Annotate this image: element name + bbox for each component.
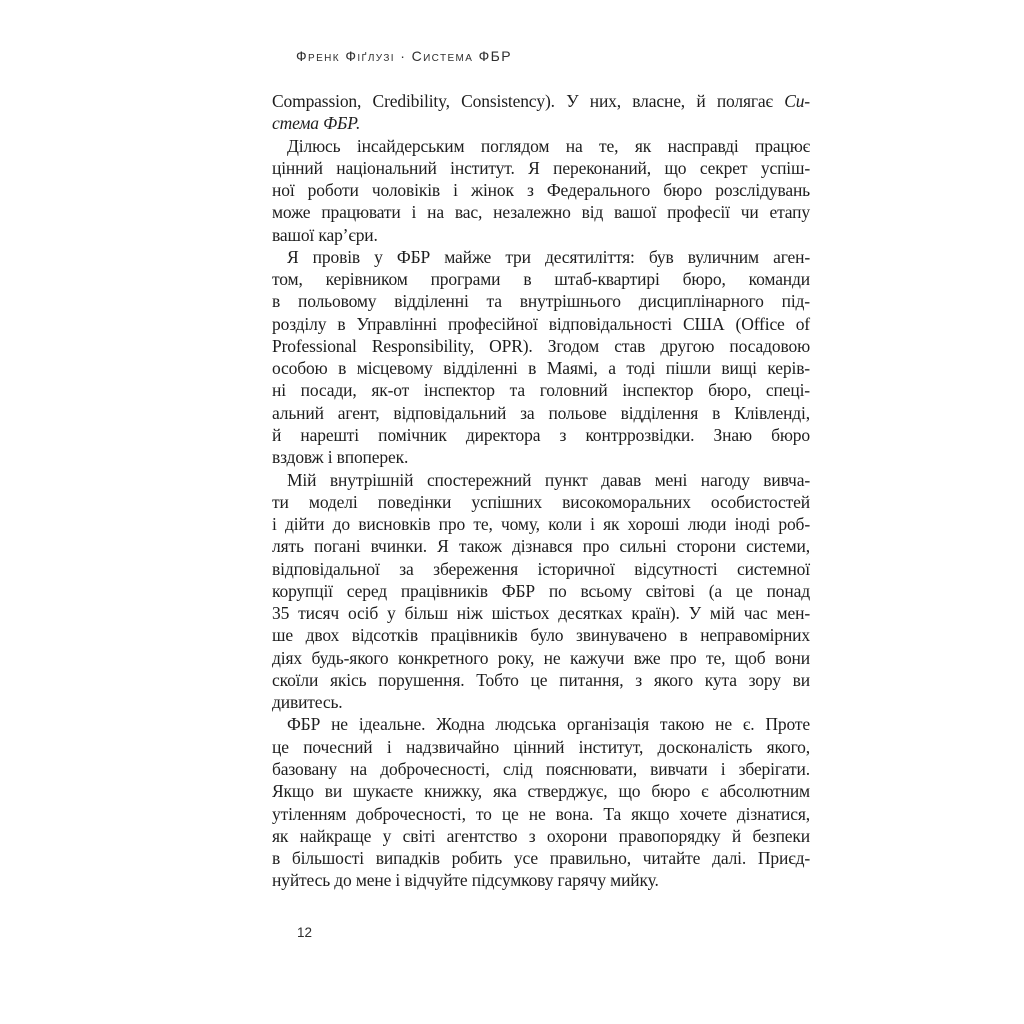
paragraph [272,469,810,714]
text-line [272,402,810,424]
text-segment: Я провів у ФБР майже три десятиліття: був вуличним аген- [287,246,810,267]
text-line [272,780,810,802]
text-segment: це почесний і надзвичайно цінний інститут, досконалість якого, [272,736,810,757]
text-segment: в польовому відділенні та внутрішнього дисциплінарного під- [272,291,810,312]
text-segment: базовану на доброчесності, слід пояснювати, вивчати і зберігати. [272,758,810,779]
text-segment: ні посади, як-от інспектор та головний інспектор бюро, спеці- [272,380,810,401]
text-line [272,179,810,201]
text-line [272,112,810,134]
paragraph [272,713,810,891]
text-segment: том, керівником програми в штаб-квартирі бюро, команди [272,269,810,290]
text-segment: ше двох відсотків працівників було звинувачено в неправомірних [272,625,810,646]
text-segment: в більшості випадків робить усе правильно, читайте далі. Приєд- [272,848,810,869]
text-line [272,713,810,735]
text-segment: як найкраще у світі агентство з охорони правопорядку й безпеки [272,825,810,846]
text-line [272,379,810,401]
text-segment: корупції серед працівників ФБР по всьому світові (а це понад [272,580,810,601]
text-segment: вздовж і впоперек. [272,447,409,468]
paragraph [272,135,810,246]
text-segment: лять погані вчинки. Я також дізнався про сильні сторони системи, [272,536,810,557]
book-title-emphasis: Си- [784,91,810,111]
text-line [272,335,810,357]
text-line [272,513,810,535]
text-segment: нуйтесь до мене і відчуйте підсумкову гарячу мийку. [272,870,659,891]
text-segment: вашої кар’єри. [272,224,378,245]
text-segment: цінний національний інститут. Я переконаний, що секрет успіш- [272,157,810,178]
text-line [272,313,810,335]
text-line [272,357,810,379]
text-line [272,825,810,847]
text-segment: розділу в Управлінні професійної відповідальності США (Office of [272,313,810,334]
text-segment: утіленням доброчесності, то це не вона. Та якщо хочете дізнатися, [272,803,810,824]
text-line [272,602,810,624]
text-line [272,469,810,491]
text-segment: відповідальної за збереження історичної відсутності системної [272,558,810,579]
text-line [272,268,810,290]
running-header: Френк Фіґлузі · Система ФБР [296,48,513,64]
text-line [272,246,810,268]
text-line [272,669,810,691]
text-line [272,90,810,112]
text-line [272,446,810,468]
text-line [272,201,810,223]
text-line [272,424,810,446]
text-line [272,758,810,780]
text-segment: дивитесь. [272,692,343,713]
text-line [272,157,810,179]
text-segment: Якщо ви шукаєте книжку, яка стверджує, що бюро є абсолютним [272,781,810,802]
text-line [272,847,810,869]
text-line [272,135,810,157]
text-line [272,624,810,646]
text-segment: ти моделі поведінки успішних високоморальних особистостей [272,491,810,512]
text-segment: альний агент, відповідальний за польове відділення в Клівленді, [272,402,810,423]
text-segment: Мій внутрішній спостережний пункт давав мені нагоду вивча- [287,469,810,490]
text-line [272,491,810,513]
text-line [272,290,810,312]
text-segment: може працювати і на вас, незалежно від вашої професії чи етапу [272,202,810,223]
text-segment: Compassion, Credibility, Consistency). У них, власне, й полягає [272,91,785,111]
text-line [272,647,810,669]
text-line [272,558,810,580]
page-number: 12 [297,925,313,940]
text-segment: 35 тисяч осіб у більш ніж шістьох десятках країн). У мій час мен- [272,603,810,624]
text-line [272,580,810,602]
text-segment: Ділюсь інсайдерським поглядом на те, як насправді працює [287,135,810,156]
book-title-emphasis: стема ФБР. [272,113,361,134]
text-block [272,90,810,892]
text-segment: і дійти до висновків про те, чому, коли і як хороші люди іноді роб- [272,514,810,535]
text-segment: скоїли якісь порушення. Тобто це питання, з якого кута зору ви [272,669,810,690]
text-line [272,224,810,246]
text-line [272,736,810,758]
text-line [272,803,810,825]
text-segment: й нарешті помічник директора з контррозвідки. Знаю бюро [272,424,810,445]
text-segment: Professional Responsibility, OPR). Згодом став другою посадовою [272,335,810,356]
text-segment: діях будь-якого конкретного року, не кажучи вже про те, щоб вони [272,647,810,668]
text-line [272,869,810,891]
text-line [272,535,810,557]
paragraph [272,246,810,469]
text-segment: ФБР не ідеальне. Жодна людська організація такою не є. Проте [287,714,810,735]
text-segment: особою в місцевому відділенні в Маямі, а тоді пішли вищі керів- [272,358,810,379]
text-segment: ної роботи чоловіків і жінок з Федерального бюро розслідувань [272,180,810,201]
paragraph [272,90,810,135]
text-line [272,691,810,713]
